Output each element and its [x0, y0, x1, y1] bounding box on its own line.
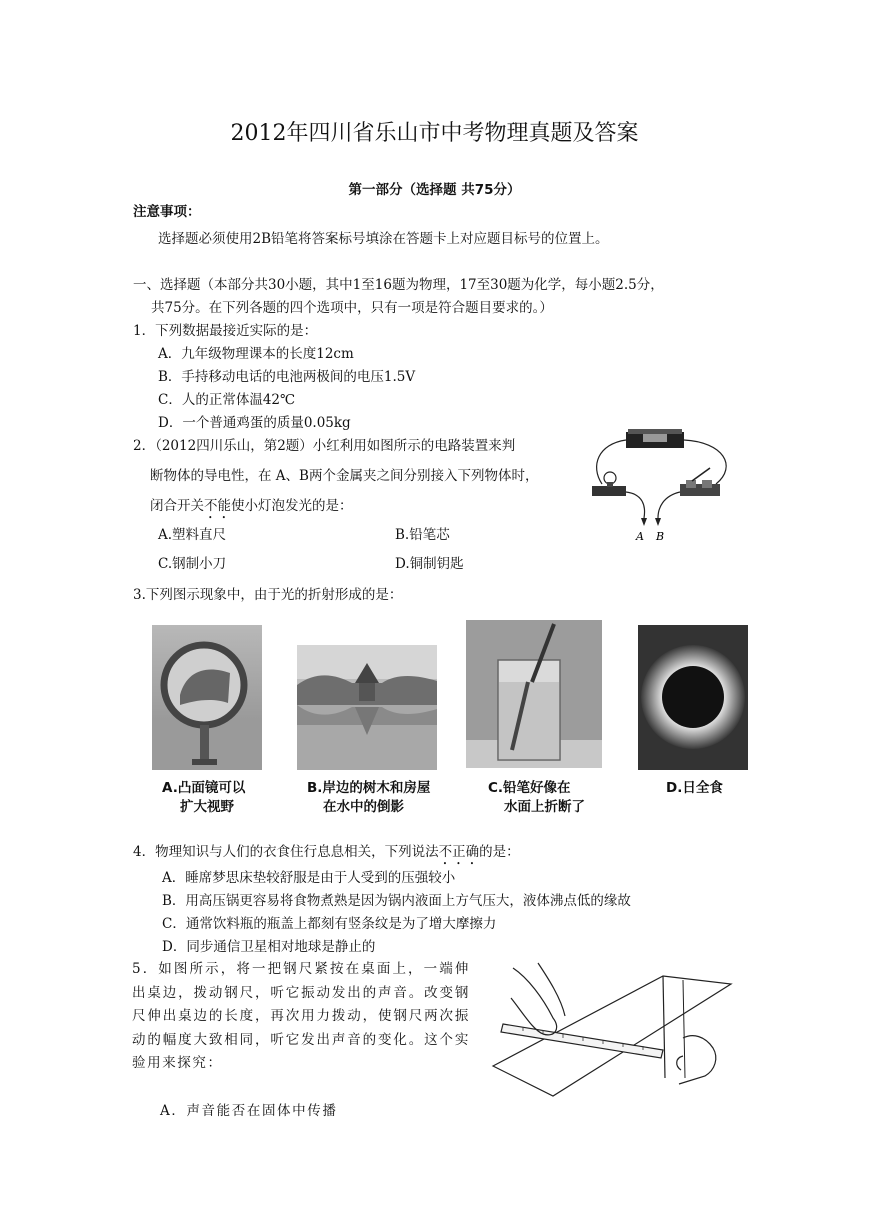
pencil-in-water-photo	[466, 620, 602, 768]
q3-caption-b: B.岸边的树木和房屋 在水中的倒影	[307, 780, 431, 815]
q4-option-c: C．通常饮料瓶的瓶盖上都刻有竖条纹是为了增大摩擦力	[162, 916, 497, 932]
section-intro-line2: 共75分。在下列各题的四个选项中，只有一项是符合题目要求的。）	[151, 300, 553, 316]
section-intro-line1: 一、选择题（本部分共30小题，其中1至16题为物理，17至30题为化学，每小题2.5分，	[133, 277, 664, 293]
steel-ruler-figure	[483, 958, 733, 1098]
q2-option-a: A.塑料直尺	[158, 527, 227, 543]
q1-option-b: B．手持移动电话的电池两极间的电压1.5V	[158, 369, 416, 385]
q4-option-d: D．同步通信卫星相对地球是静止的	[162, 939, 376, 955]
q2-line3: 闭合开关不能使小灯泡发光的是：	[150, 498, 353, 514]
q1-option-a: A．九年级物理课本的长度12cm	[158, 346, 354, 362]
q4-stem: 4．物理知识与人们的衣食住行息息相关，下列说法不正确的是：	[133, 844, 520, 860]
solar-eclipse-photo	[638, 625, 748, 770]
q2-option-b: B.铅笔芯	[395, 527, 450, 543]
q2-line2: 断物体的导电性，在 A、B两个金属夹之间分别接入下列物体时，	[150, 468, 539, 484]
q1-stem: 1．下列数据最接近实际的是：	[133, 323, 318, 339]
q3-caption-c: C.铅笔好像在 水面上折断了	[488, 780, 585, 815]
pagoda-reflection-photo	[297, 645, 437, 770]
q3-caption-a: A.凸面镜可以 扩大视野	[162, 780, 246, 815]
convex-mirror-photo	[152, 625, 262, 770]
circuit-figure	[588, 426, 748, 544]
q5-stem: 5．如图所示，将一把钢尺紧按在桌面上，一端伸出桌边，拨动钢尺，听它振动发出的声音。改变钢尺伸出桌边的长度，再次用力拨动，使钢尺两次振动的幅度大致相同，听它发出声音的变化。这个实验用来探究：	[132, 961, 470, 1071]
q3-caption-d: D.日全食	[666, 780, 723, 796]
part-heading: 第一部分（选择题 共75分）	[348, 182, 521, 198]
q2-option-d: D.铜制钥匙	[395, 556, 464, 572]
q3-stem: 3.下列图示现象中，由于光的折射形成的是：	[133, 587, 403, 603]
q1-option-c: C．人的正常体温42℃	[158, 392, 296, 408]
notice-heading: 注意事项：	[133, 204, 201, 220]
q4-option-a: A．睡席梦思床垫较舒服是由于人受到的压强较小	[162, 870, 456, 886]
q2-option-c: C.钢制小刀	[158, 556, 227, 572]
notice-text: 选择题必须使用2B铅笔将答案标号填涂在答题卡上对应题目标号的位置上。	[158, 231, 609, 247]
q5-option-a: A．声音能否在固体中传播	[160, 1103, 338, 1119]
clip-label-a: A	[636, 530, 644, 543]
q2-line1: 2．（2012四川乐山，第2题）小红利用如图所示的电路装置来判	[133, 438, 516, 454]
clip-label-b: B	[656, 530, 665, 543]
page-title: 2012年四川省乐山市中考物理真题及答案	[230, 121, 639, 146]
q4-option-b: B．用高压锅更容易将食物煮熟是因为锅内液面上方气压大，液体沸点低的缘故	[162, 893, 631, 909]
q1-option-d: D．一个普通鸡蛋的质量0.05kg	[158, 415, 351, 431]
